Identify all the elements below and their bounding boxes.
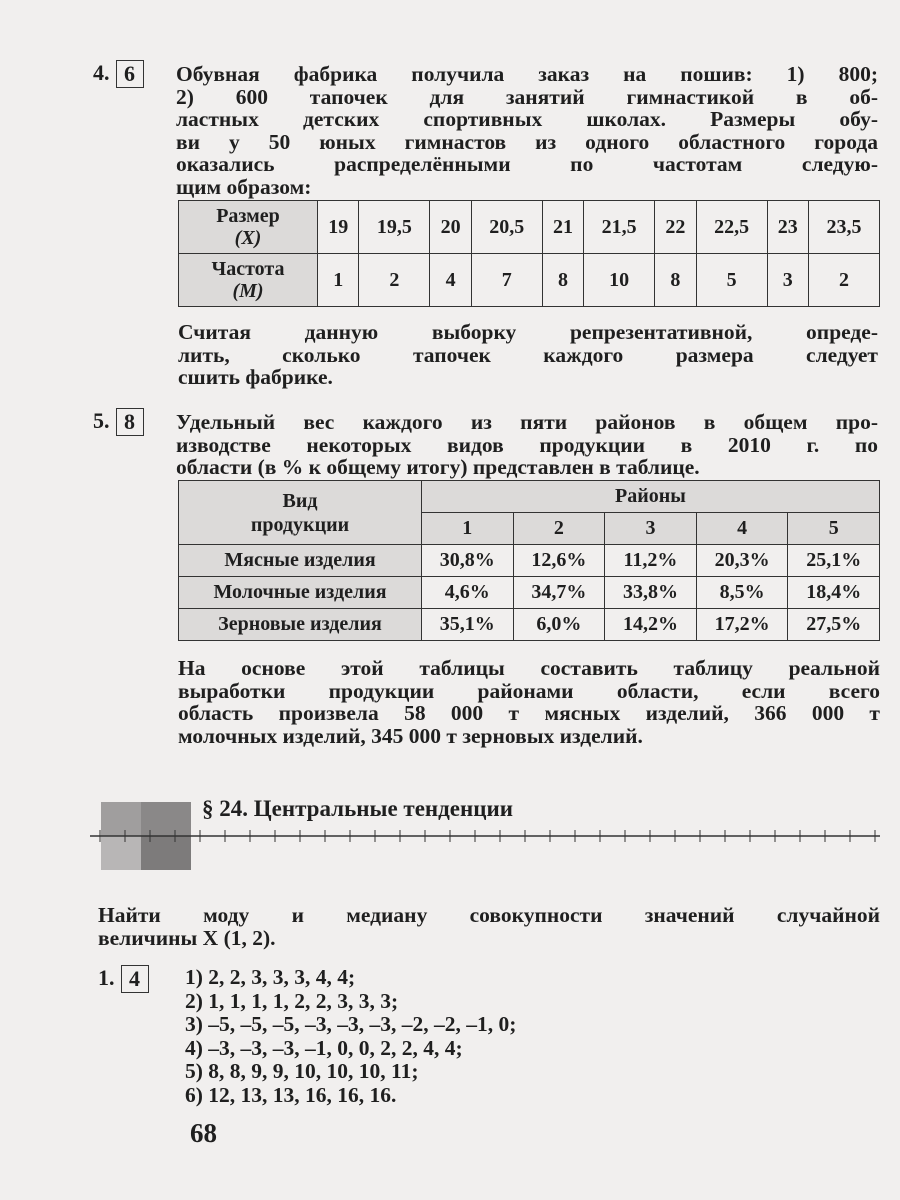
frequency-cell: 3 (767, 254, 808, 307)
text-line: ви у 50 юных гимнастов из одного областного города (176, 129, 878, 154)
list-item: 4) –3, –3, –3, –1, 0, 0, 2, 2, 4, 4; (185, 1035, 463, 1060)
frequency-cell: 2 (359, 254, 430, 307)
text-line: выработки продукции районами области, если всего (178, 678, 880, 703)
share-cell: 17,2% (696, 609, 788, 641)
problem-1-items (185, 966, 516, 1107)
share-cell: 33,8% (605, 577, 697, 609)
size-cell: 21,5 (584, 201, 655, 254)
districts-header: Районы (422, 481, 880, 513)
table-row (179, 201, 880, 254)
list-item: 5) 8, 8, 9, 9, 10, 10, 10, 11; (185, 1059, 419, 1083)
table-row (179, 577, 880, 609)
size-label: Размер (216, 205, 280, 227)
section-marker-square-light (101, 836, 141, 870)
share-cell: 27,5% (788, 609, 880, 641)
district-number: 3 (605, 513, 697, 545)
share-cell: 18,4% (788, 577, 880, 609)
share-cell: 4,6% (422, 577, 514, 609)
section-marker-square-dark (141, 802, 191, 836)
size-cell: 22,5 (696, 201, 767, 254)
size-cell: 22 (655, 201, 696, 254)
district-number: 1 (422, 513, 514, 545)
product-name: Мясные изделия (179, 545, 422, 577)
frequency-cell: 1 (318, 254, 359, 307)
product-name: Молочные изделия (179, 577, 422, 609)
problem-4-label (93, 60, 144, 88)
text-line: оказались распределёнными по частотам следую- (176, 152, 878, 176)
problem-4-question (178, 321, 878, 389)
district-number: 5 (788, 513, 880, 545)
text-line: изводстве некоторых видов продукции в 2010 г. по (176, 432, 878, 457)
product-name: Зерновые изделия (179, 609, 422, 641)
frequency-row-header (179, 254, 318, 307)
frequency-cell: 5 (696, 254, 767, 307)
text-line: 2) 600 тапочек для занятий гимнастикой в об- (176, 84, 878, 109)
text-line: Найти моду и медиану совокупности значений случайной (98, 903, 880, 927)
table-row (179, 609, 880, 641)
list-item: 2) 1, 1, 1, 1, 2, 2, 3, 3, 3; (185, 988, 399, 1013)
share-cell: 6,0% (513, 609, 605, 641)
share-cell: 30,8% (422, 545, 514, 577)
share-cell: 14,2% (605, 609, 697, 641)
text-line: сшить фабрике. (178, 365, 333, 389)
table-row (179, 481, 880, 513)
problem-5-difficulty-badge: 8 (116, 408, 144, 436)
district-share-table (178, 480, 880, 641)
size-row-header (179, 201, 318, 254)
problem-5-text (176, 411, 878, 479)
problem-4-number: 4. (93, 60, 110, 85)
size-symbol: (X) (234, 227, 262, 249)
problem-1-difficulty-badge: 4 (121, 965, 149, 993)
text-line: Обувная фабрика получила заказ на пошив: 1) 800; (176, 62, 878, 86)
share-cell: 25,1% (788, 545, 880, 577)
share-cell: 20,3% (696, 545, 788, 577)
list-item: 3) –5, –5, –5, –3, –3, –3, –2, –2, –1, 0; (185, 1012, 517, 1036)
district-number: 2 (513, 513, 605, 545)
size-cell: 19 (318, 201, 359, 254)
list-item: 6) 12, 13, 13, 16, 16, 16. (185, 1082, 397, 1107)
size-cell: 23,5 (808, 201, 879, 254)
table-row (179, 254, 880, 307)
problem-4-text (176, 63, 878, 198)
share-cell: 11,2% (605, 545, 697, 577)
table-row (179, 545, 880, 577)
problem-5-label (93, 408, 144, 436)
text-line: лить, сколько тапочек каждого размера следует (178, 342, 878, 367)
shoe-size-frequency-table (178, 200, 880, 307)
section-marker-square-dark (141, 836, 191, 870)
frequency-symbol: (M) (232, 280, 264, 302)
text-line: щим образом: (176, 174, 312, 199)
size-cell: 23 (767, 201, 808, 254)
problem-1-label (98, 965, 149, 993)
share-cell: 8,5% (696, 577, 788, 609)
size-cell: 19,5 (359, 201, 430, 254)
frequency-cell: 8 (542, 254, 583, 307)
section-title: § 24. Центральные тенденции (202, 796, 514, 821)
page-number: 68 (190, 1118, 217, 1148)
text-line: область произвела 58 000 т мясных изделий, 366 000 т (178, 701, 880, 725)
text-line: величины X (1, 2). (98, 925, 276, 950)
size-cell: 21 (542, 201, 583, 254)
text-line: области (в % к общему итогу) представлен в таблице. (176, 455, 700, 479)
share-cell: 35,1% (422, 609, 514, 641)
district-number: 4 (696, 513, 788, 545)
product-header-line: Вид (282, 489, 318, 512)
text-line: молочных изделий, 345 000 т зерновых изделий. (178, 723, 643, 748)
section-intro (98, 904, 880, 949)
product-header-line: продукции (250, 513, 350, 536)
size-cell: 20 (430, 201, 471, 254)
text-line: Считая данную выборку репрезентативной, опреде- (178, 320, 878, 344)
text-line: На основе этой таблицы составить таблицу реальной (178, 656, 880, 680)
list-item: 1) 2, 2, 3, 3, 3, 4, 4; (185, 965, 356, 989)
text-line: Удельный вес каждого из пяти районов в общем про- (176, 410, 878, 434)
product-type-header (179, 481, 422, 545)
size-cell: 20,5 (471, 201, 542, 254)
share-cell: 34,7% (513, 577, 605, 609)
frequency-label: Частота (211, 258, 285, 280)
problem-5-question (178, 657, 880, 747)
text-line: ластных детских спортивных школах. Размеры обу- (176, 107, 878, 131)
frequency-cell: 7 (471, 254, 542, 307)
section-marker-square (101, 802, 141, 836)
frequency-cell: 10 (584, 254, 655, 307)
frequency-cell: 2 (808, 254, 879, 307)
frequency-cell: 8 (655, 254, 696, 307)
problem-1-number: 1. (98, 965, 115, 990)
frequency-cell: 4 (430, 254, 471, 307)
problem-5-number: 5. (93, 408, 110, 433)
problem-4-difficulty-badge: 6 (116, 60, 144, 88)
share-cell: 12,6% (513, 545, 605, 577)
